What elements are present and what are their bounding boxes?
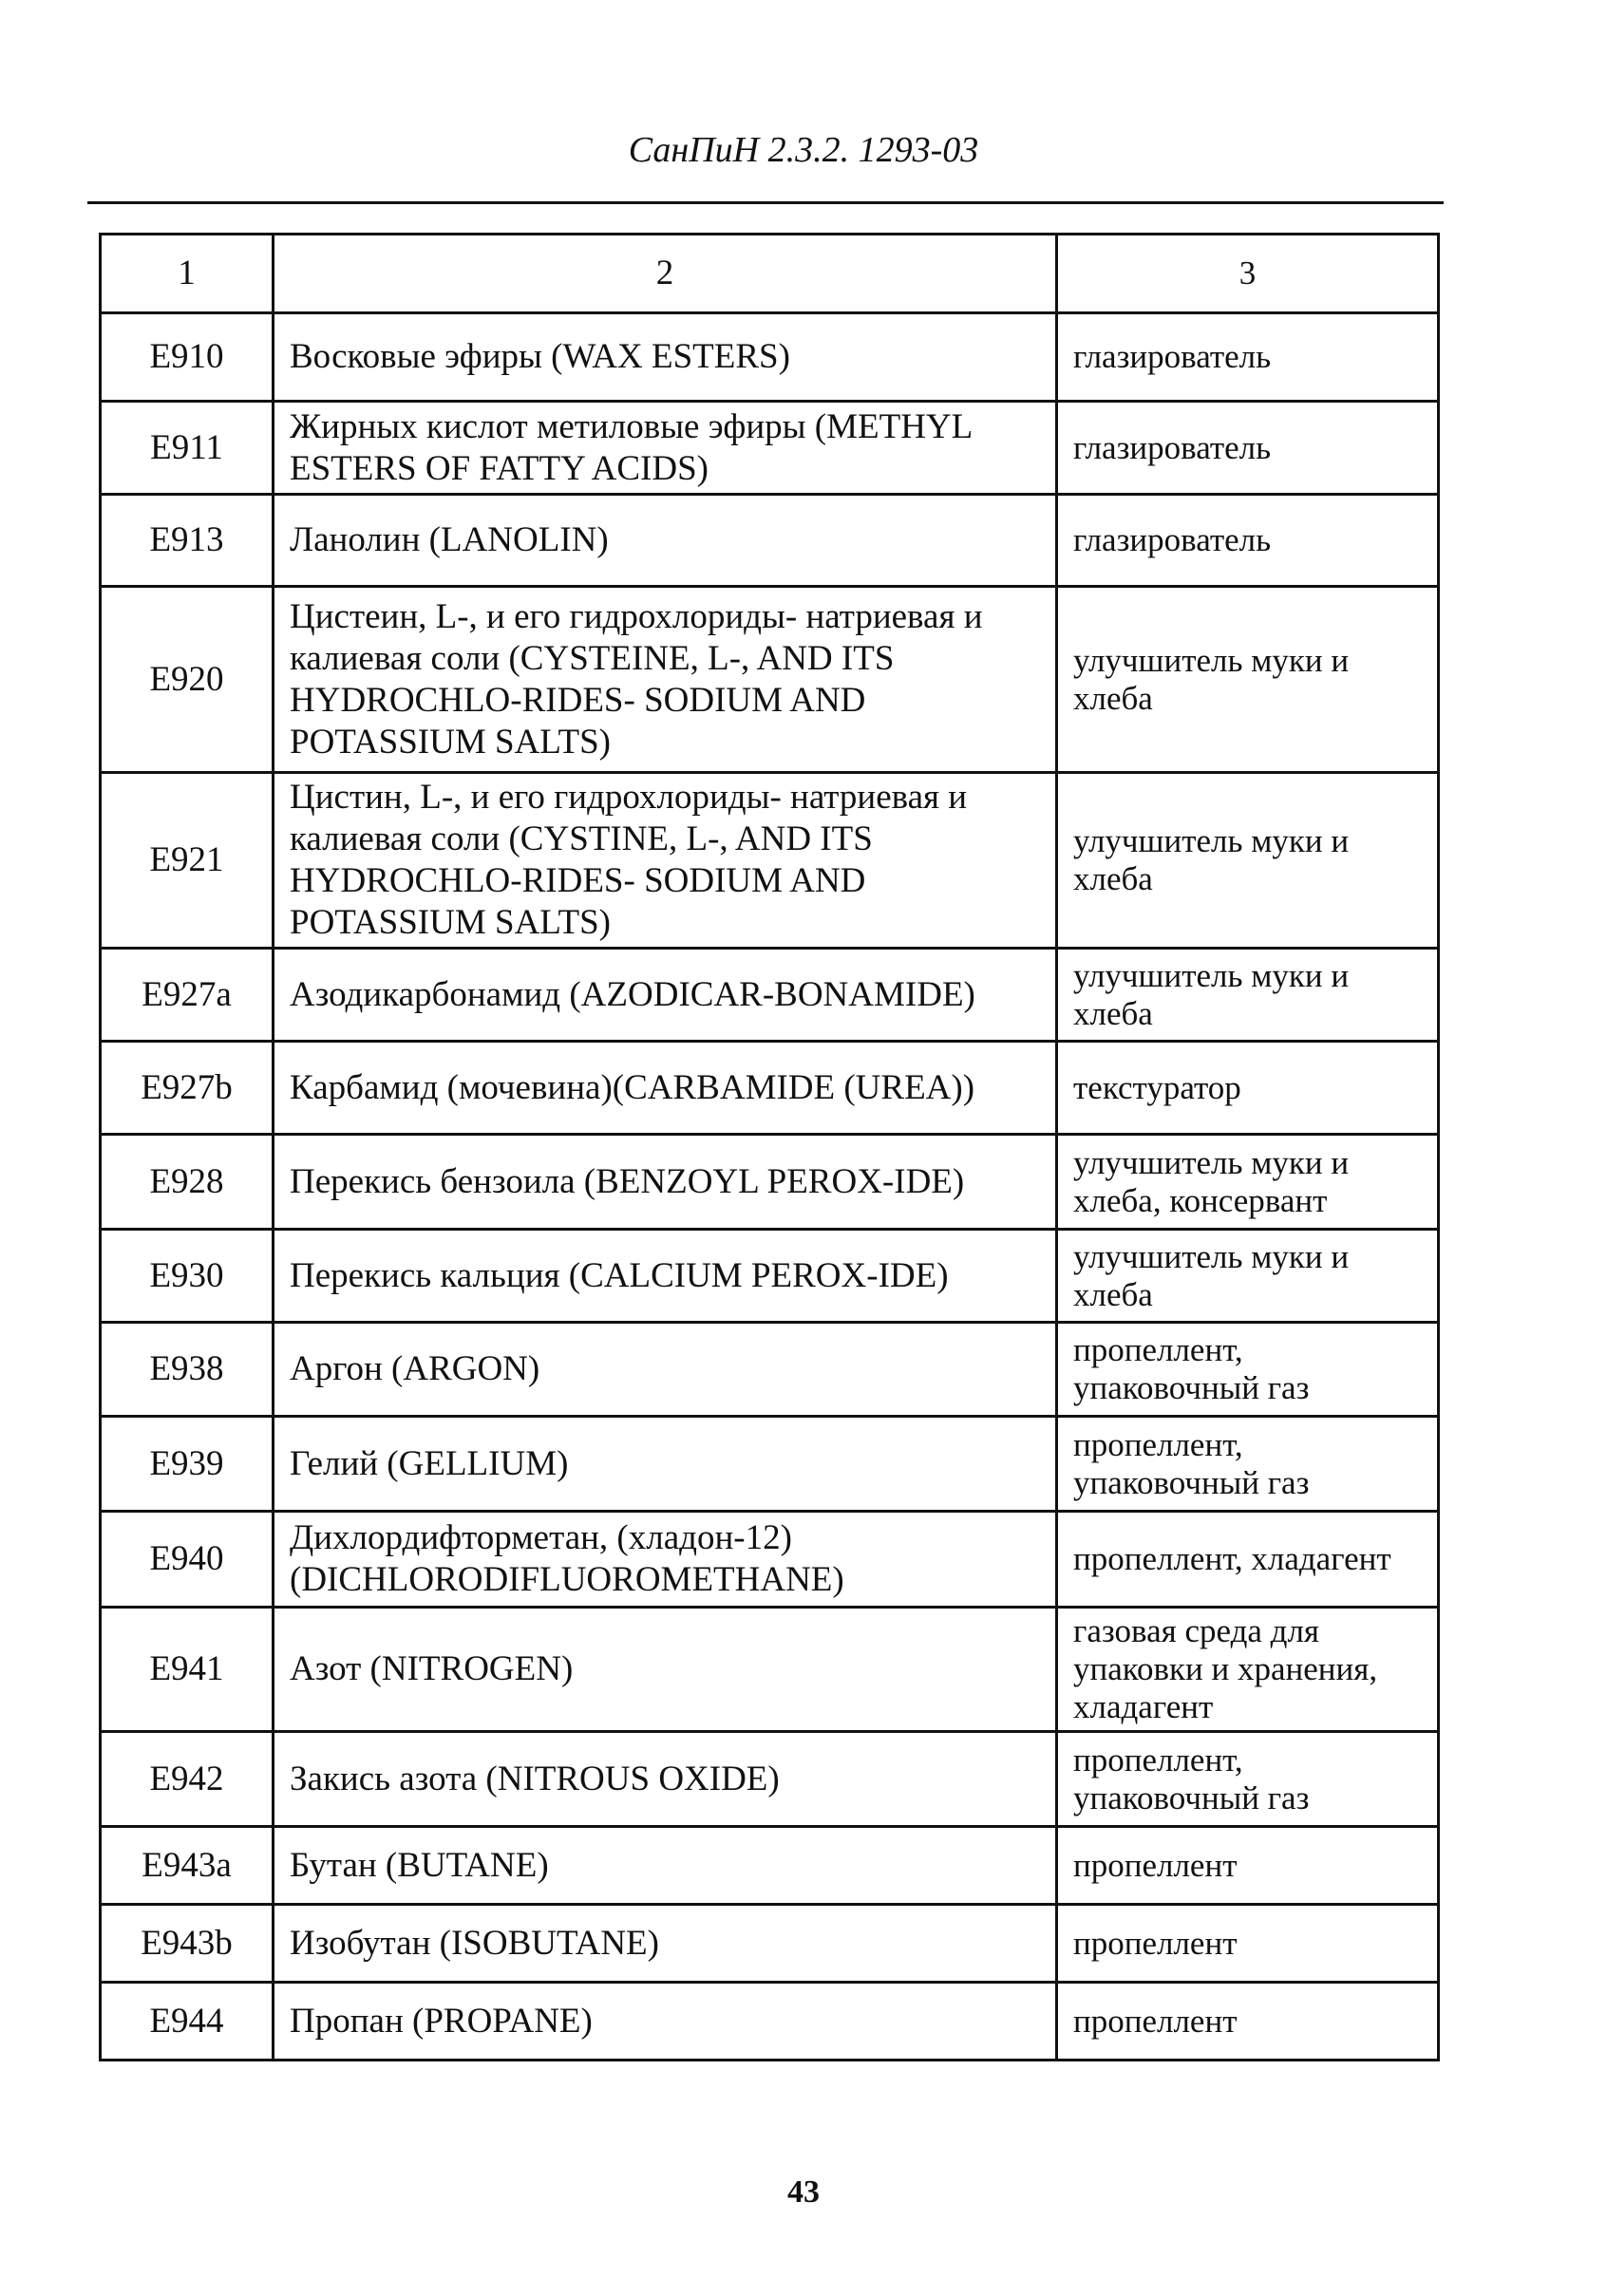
additive-code-cell: E928 [101, 1135, 274, 1230]
additive-name-cell: Перекись кальция (CALCIUM PEROX-IDE) [274, 1230, 1057, 1323]
table-body [101, 235, 1439, 2061]
additive-name-cell: Жирных кислот метиловые эфиры (METHYL ESTERS OF FATTY ACIDS) [274, 402, 1057, 495]
additive-name-cell: Перекись бензоила (BENZOYL PEROX-IDE) [274, 1135, 1057, 1230]
additives-table [99, 233, 1440, 2061]
additive-function-cell: пропеллент, хладагент [1057, 1512, 1439, 1608]
table-row [101, 773, 1439, 949]
additive-function-cell: улучшитель муки и хлеба [1057, 773, 1439, 949]
additive-name-cell: Азот (NITROGEN) [274, 1608, 1057, 1732]
table-row [101, 949, 1439, 1042]
additive-name-cell: Дихлордифторметан, (хладон-12)(DICHLORODIFLUOROMETHANE) [274, 1512, 1057, 1608]
table-row [101, 1512, 1439, 1608]
additive-name-cell: Карбамид (мочевина)(CARBAMIDE (UREA)) [274, 1042, 1057, 1135]
additive-code-cell: E920 [101, 587, 274, 773]
additive-name-cell: Азодикарбонамид (AZODICAR-BONAMIDE) [274, 949, 1057, 1042]
additive-function-cell: газовая среда для упаковки и хранения, хладагент [1057, 1608, 1439, 1732]
additive-function-cell: улучшитель муки и хлеба, консервант [1057, 1135, 1439, 1230]
table-row [101, 402, 1439, 495]
additive-function-cell: пропеллент, упаковочный газ [1057, 1732, 1439, 1827]
additive-code-cell: E941 [101, 1608, 274, 1732]
additive-code-cell: E943b [101, 1905, 274, 1983]
additive-function-cell: пропеллент [1057, 1905, 1439, 1983]
additive-code-cell: E939 [101, 1417, 274, 1512]
additive-name-cell: Аргон (ARGON) [274, 1323, 1057, 1417]
table-row [101, 1827, 1439, 1905]
table-header-row [101, 235, 1439, 313]
additive-name-cell: Цистеин, L-, и его гидрохлориды- натриевая и калиевая соли (CYSTEINE, L-, AND ITS HYDROCHLO-RIDES- SODIUM AND POTASSIUM SALTS) [274, 587, 1057, 773]
additive-name-cell: Закись азота (NITROUS OXIDE) [274, 1732, 1057, 1827]
additive-name-cell: Цистин, L-, и его гидрохлориды- натриевая и калиевая соли (CYSTINE, L-, AND ITS HYDROCHLO-RIDES- SODIUM AND POTASSIUM SALTS) [274, 773, 1057, 949]
table-row [101, 587, 1439, 773]
table-row [101, 1230, 1439, 1323]
table-row [101, 1608, 1439, 1732]
additive-name-cell: Гелий (GELLIUM) [274, 1417, 1057, 1512]
additive-function-cell: глазирователь [1057, 402, 1439, 495]
additive-name-cell: Ланолин (LANOLIN) [274, 495, 1057, 587]
table-row [101, 1417, 1439, 1512]
additive-code-cell: E944 [101, 1983, 274, 2061]
additive-code-cell: E927b [101, 1042, 274, 1135]
table-row [101, 313, 1439, 402]
additive-code-cell: E938 [101, 1323, 274, 1417]
additive-name-cell: Пропан (PROPANE) [274, 1983, 1057, 2061]
additive-function-cell: улучшитель муки и хлеба [1057, 1230, 1439, 1323]
table-row [101, 1135, 1439, 1230]
additive-name-cell: Восковые эфиры (WAX ESTERS) [274, 313, 1057, 402]
page-number: 43 [787, 2174, 820, 2210]
additive-code-cell: E913 [101, 495, 274, 587]
additive-name-cell: Бутан (BUTANE) [274, 1827, 1057, 1905]
additive-function-cell: глазирователь [1057, 495, 1439, 587]
additive-function-cell: улучшитель муки и хлеба [1057, 587, 1439, 773]
additive-code-cell: E943a [101, 1827, 274, 1905]
column-header-2: 2 [274, 235, 1057, 313]
table-row [101, 1732, 1439, 1827]
additive-code-cell: E911 [101, 402, 274, 495]
additive-code-cell: E921 [101, 773, 274, 949]
additive-code-cell: E927a [101, 949, 274, 1042]
additive-function-cell: текстуратор [1057, 1042, 1439, 1135]
additive-function-cell: пропеллент [1057, 1827, 1439, 1905]
additive-name-cell: Изобутан (ISOBUTANE) [274, 1905, 1057, 1983]
column-header-1: 1 [101, 235, 274, 313]
table-row [101, 495, 1439, 587]
table-row [101, 1042, 1439, 1135]
additive-code-cell: E940 [101, 1512, 274, 1608]
additive-function-cell: пропеллент, упаковочный газ [1057, 1417, 1439, 1512]
table-row [101, 1905, 1439, 1983]
additive-code-cell: E910 [101, 313, 274, 402]
page-header-title: СанПиН 2.3.2. 1293-03 [628, 130, 979, 170]
additive-function-cell: пропеллент [1057, 1983, 1439, 2061]
additive-function-cell: улучшитель муки и хлеба [1057, 949, 1439, 1042]
table-row [101, 1983, 1439, 2061]
additive-function-cell: пропеллент, упаковочный газ [1057, 1323, 1439, 1417]
header-divider [87, 201, 1444, 204]
additive-function-cell: глазирователь [1057, 313, 1439, 402]
table-row [101, 1323, 1439, 1417]
additives-table-container [99, 233, 1440, 2061]
column-header-3: 3 [1057, 235, 1439, 313]
additive-code-cell: E942 [101, 1732, 274, 1827]
additive-code-cell: E930 [101, 1230, 274, 1323]
